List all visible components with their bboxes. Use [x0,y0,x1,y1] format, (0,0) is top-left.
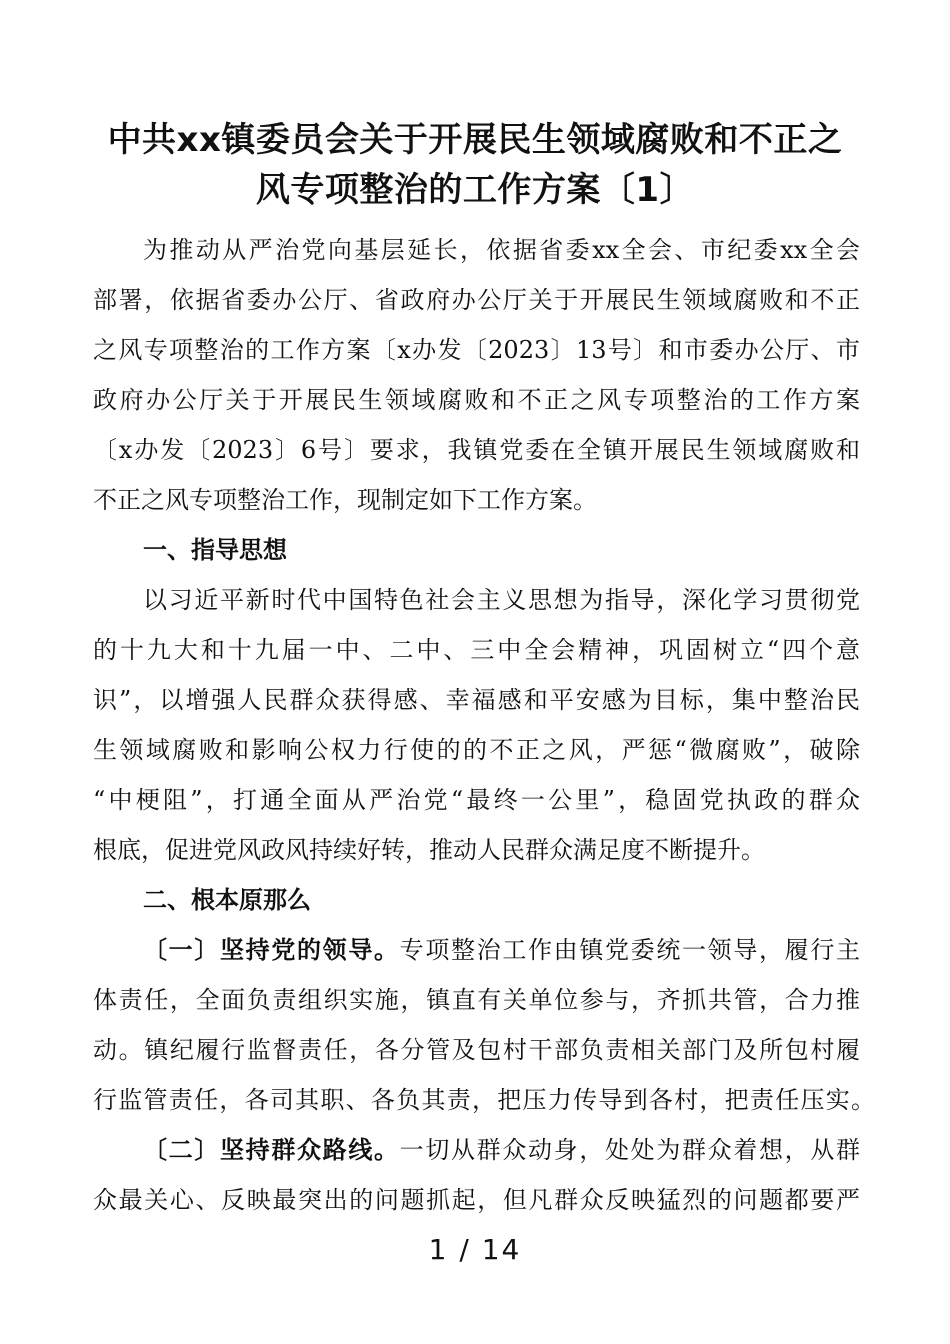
intro-line: 不正之风专项整治工作，现制定如下工作方案。 [93,486,597,514]
sub2-first-line [143,1125,860,1175]
sub1-line: 体责任，全面负责组织实施，镇直有关单位参与，齐抓共管，合力推 [93,986,860,1014]
sub1-first-rest: 专项整治工作由镇党委统一领导，履行主 [399,936,861,964]
intro-line: 〔x办发〔2023〕6号〕要求，我镇党委在全镇开展民生领域腐败和 [93,436,860,464]
sub2-first-rest: 一切从群众动身，处处为群众着想，从群 [399,1136,861,1164]
section1-line: “中梗阻”，打通全面从严治党“最终一公里”，稳固党执政的群众 [93,786,860,814]
section1-line: 生领域腐败和影响公权力行使的的不正之风，严惩“微腐败”，破除 [93,736,860,764]
section1-line: 根底，促进党风政风持续好转，推动人民群众满足度不断提升。 [93,836,765,864]
intro-line: 为推动从严治党向基层延长，依据省委xx全会、市纪委xx全会 [143,236,860,264]
sub1-line: 行监管责任，各司其职、各负其责，把压力传导到各村，把责任压实。 [93,1086,875,1114]
sub1-bold-title: 〔一〕坚持党的领导。 [143,936,400,964]
sub1-line: 动。镇纪履行监督责任，各分管及包村干部负责相关部门及所包村履 [93,1036,860,1064]
section-heading-guiding-ideology: 一、指导思想 [143,536,287,564]
section-heading-basic-principles: 二、根本原那么 [143,886,311,914]
intro-line: 之风专项整治的工作方案〔x办发〔2023〕13号〕和市委办公厅、市 [93,336,860,364]
section1-line: 识”，以增强人民群众获得感、幸福感和平安感为目标，集中整治民 [93,686,860,714]
intro-line: 政府办公厅关于开展民生领域腐败和不正之风专项整治的工作方案 [93,386,860,414]
sub1-first-line [143,925,860,975]
section1-line: 的十九大和十九届一中、二中、三中全会精神，巩固树立“四个意 [93,636,860,664]
sub2-bold-title: 〔二〕坚持群众路线。 [143,1136,400,1164]
page-indicator: 1 / 14 [428,1233,522,1266]
document-title-line-1: 中共xx镇委员会关于开展民生领域腐败和不正之 [107,120,843,160]
section1-line: 以习近平新时代中国特色社会主义思想为指导，深化学习贯彻党 [143,586,860,614]
intro-line: 部署，依据省委办公厅、省政府办公厅关于开展民生领域腐败和不正 [93,286,860,314]
document-title-line-2: 风专项整治的工作方案〔1〕 [255,170,695,210]
sub2-line: 众最关心、反映最突出的问题抓起，但凡群众反映猛烈的问题都要严 [93,1186,860,1214]
